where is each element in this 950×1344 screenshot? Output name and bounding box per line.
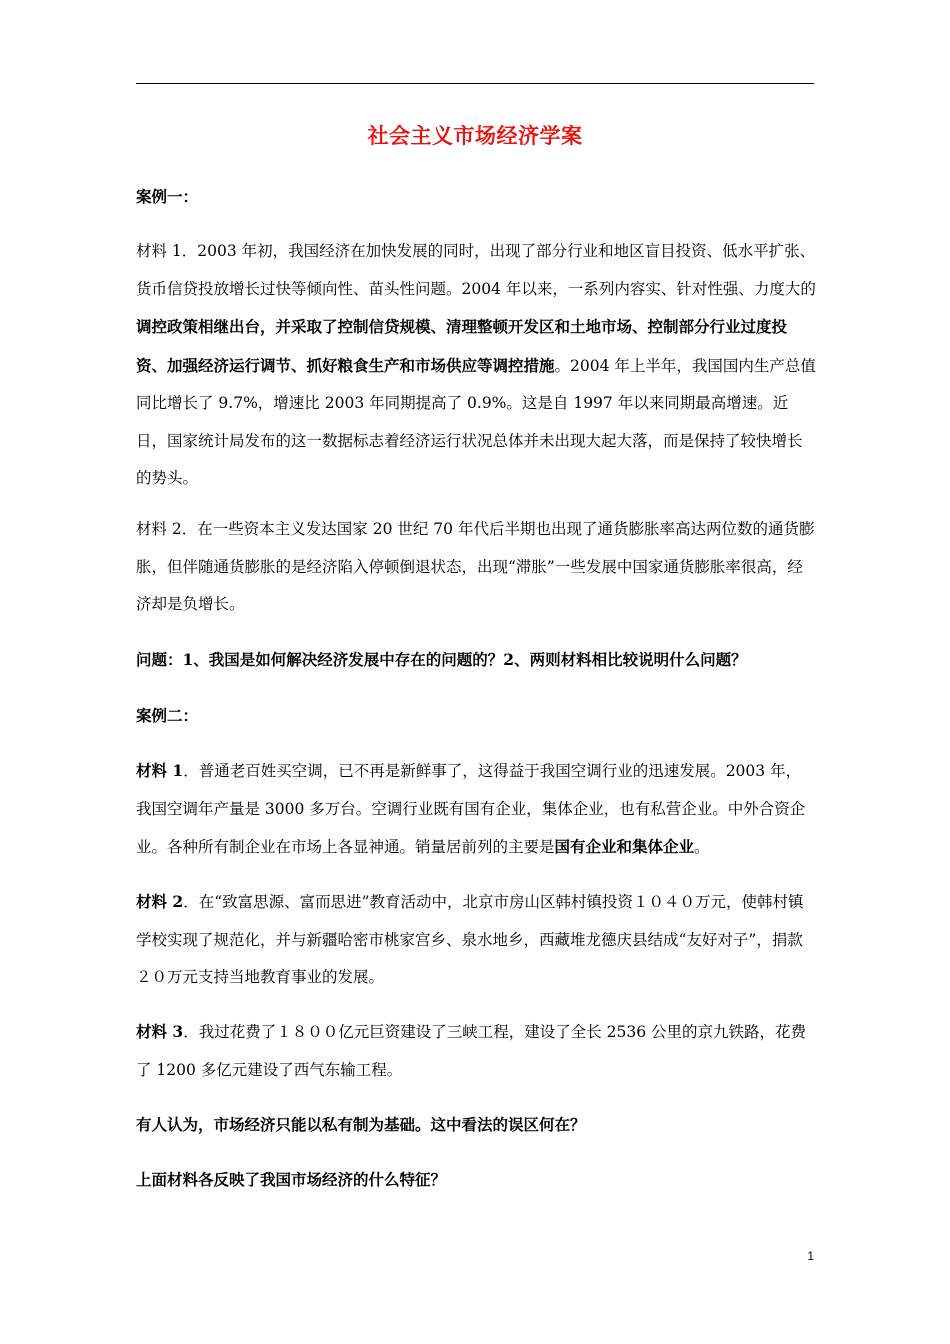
case2-heading: 案例二： xyxy=(136,706,199,725)
case1-material1 xyxy=(136,233,816,498)
case2-question1: 有人认为，市场经济只能以私有制为基础。这中看法的误区何在？ xyxy=(136,1115,586,1134)
case2-material1 xyxy=(136,752,816,867)
case1-question: 问题：1、我国是如何解决经济发展中存在的问题的？2、两则材料相比较说明什么问题？ xyxy=(136,650,747,669)
case2-material3 xyxy=(136,1013,816,1089)
case1-material2: 材料 2．在一些资本主义发达国家 20 世纪 70 年代后半期也出现了通货膨胀率高达两位数的通货膨胀，但伴随通货膨胀的是经济陷入停顿倒退状态，出现“滞胀”一些发展中国家通货膨胀率很高，经济却是负增长。 xyxy=(136,520,815,613)
case2-material3-text: ．我过花费了１８００亿元巨资建设了三峡工程，建设了全长 2536 公里的京九铁路，花费了 1200 多亿元建设了西气东输工程。 xyxy=(136,1023,806,1079)
document-title: 社会主义市场经济学案 xyxy=(367,123,583,148)
case2-material1-label: 材料 1 xyxy=(136,761,184,780)
case2-material3-label: 材料 3 xyxy=(136,1022,184,1041)
page-number: 1 xyxy=(807,1249,814,1263)
case2-material1-bold: 国有企业和集体企业 xyxy=(554,837,695,856)
case1-heading: 案例一： xyxy=(136,187,199,206)
case2-material1-text-a: ．普通老百姓买空调，已不再是新鲜事了，这得益于我国空调行业的迅速发展。2003 年，我国空调年产量是 3000 多万台。空调行业既有国有企业，集体企业，也有私营企业。中外合资企业。各种所有制企业在市场上各显神通。销量居前列的主要是 xyxy=(136,762,806,856)
case2-question2: 上面材料各反映了我国市场经济的什么特征？ xyxy=(136,1170,447,1189)
case2-material1-text-c: 。 xyxy=(694,838,710,856)
case1-material1-text-c: 。2004 年上半年，我国国内生产总值同比增长了 9.7%，增速比 2003 年同期提高了 0.9%。这是自 1997 年以来同期最高增速。近日，国家统计局发布的这一数据标志着经济运行状况总体并未出现大起大落，而是保持了较快增长的势头。 xyxy=(136,356,816,487)
case2-material2 xyxy=(136,883,816,997)
case2-material2-text: ．在“致富思源、富而思进”教育活动中，北京市房山区韩村镇投资１０４０万元，使韩村镇学校实现了规范化，并与新疆哈密市桃家宫乡、泉水地乡，西藏堆龙德庆县结成“友好对子”，捐款２０万元支持当地教育事业的发展。 xyxy=(136,893,804,986)
case1-material1-text-a: 材料 1．2003 年初，我国经济在加快发展的同时，出现了部分行业和地区盲目投资、低水平扩张、货币信贷投放增长过快等倾向性、苗头性问题。2004 年以来，一系列内容实、针对性强、力度大的 xyxy=(136,242,816,298)
header-rule xyxy=(136,83,814,84)
case1-material1-bold: 调控政策相继出台，并采取了控制信贷规模、清理整顿开发区和土地市场、控制部分行业过度投资、加强经济运行调节、抓好粮食生产和市场供应等调控措施 xyxy=(136,317,788,375)
case2-material2-label: 材料 2 xyxy=(136,892,184,911)
